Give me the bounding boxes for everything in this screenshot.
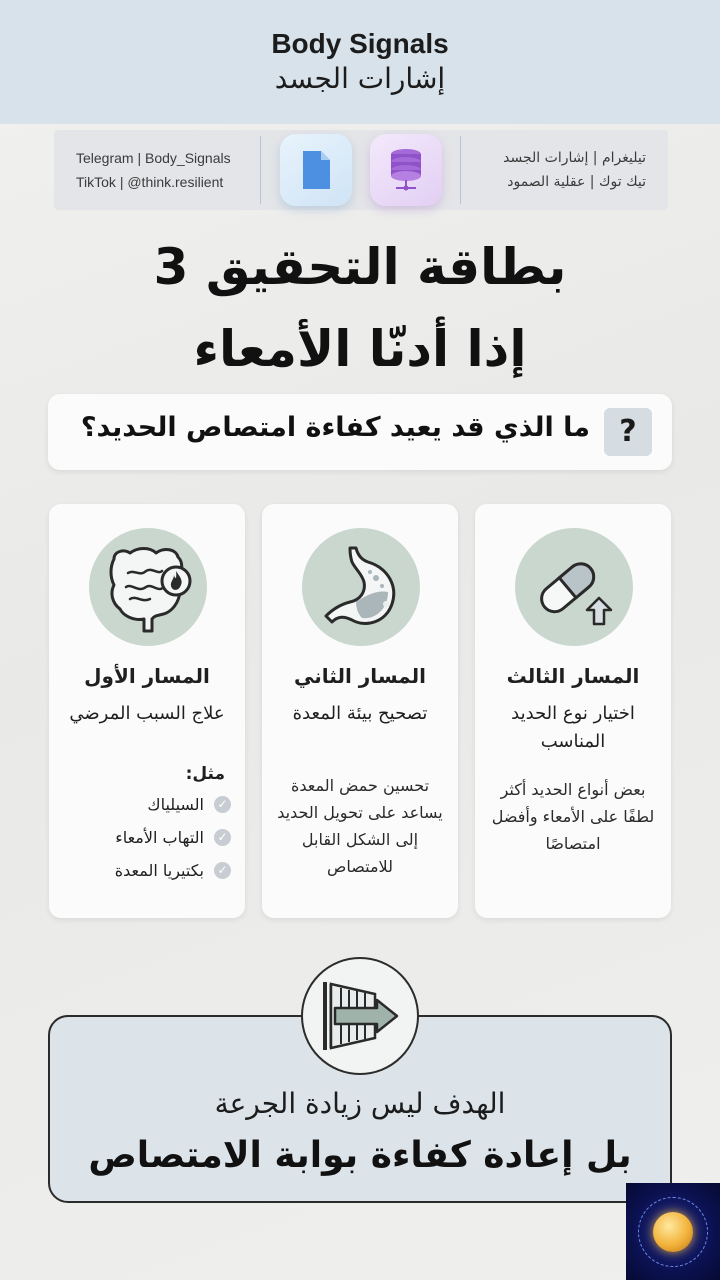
brand-title-en: Body Signals: [271, 28, 449, 59]
telegram-handle-ar[interactable]: تيليغرام | إشارات الجسد: [503, 150, 646, 166]
tiktok-handle[interactable]: TikTok | @think.resilient: [76, 174, 224, 190]
social-handles-en: [76, 146, 231, 194]
card-description: تحسين حمض المعدة يساعد على تحويل الحديد إلى الشكل القابل للامتصاص: [277, 776, 443, 876]
list-item: [63, 821, 231, 854]
list-item: [63, 788, 231, 821]
check-icon: ✓: [214, 829, 231, 846]
capsule-arrow-up-icon: [515, 528, 633, 646]
examples-list: [63, 764, 231, 887]
card-path-1: [49, 504, 245, 918]
tiktok-handle-ar[interactable]: تيك توك | عقلية الصمود: [507, 174, 646, 190]
card-title: المسار الثاني: [294, 664, 426, 688]
card-description: بعض أنواع الحديد أكثر لطفًا على الأمعاء وأفضل امتصاصًا: [491, 780, 655, 853]
social-bar: [54, 130, 668, 210]
card-path-2: [262, 504, 458, 918]
stomach-icon: [302, 528, 420, 646]
gate-arrow-icon: [301, 957, 419, 1075]
telegram-handle[interactable]: Telegram | Body_Signals: [76, 150, 231, 166]
check-icon: ✓: [214, 862, 231, 879]
page-title: [0, 226, 720, 390]
question-box: [48, 394, 672, 470]
golden-orb-icon: [653, 1212, 693, 1252]
social-handles-ar: [503, 146, 646, 194]
question-mark-icon: ?: [604, 408, 652, 456]
brand-title-ar: إشارات الجسد: [274, 62, 446, 95]
header-banner: [0, 0, 720, 124]
card-path-3: [475, 504, 671, 918]
example-text: السيلياك: [147, 795, 204, 814]
goal-line-2: بل إعادة كفاءة بوابة الامتصاص: [88, 1135, 632, 1176]
database-icon: [370, 134, 442, 206]
goal-line-1: الهدف ليس زيادة الجرعة: [214, 1087, 506, 1120]
card-subtitle: علاج السبب المرضي: [69, 703, 225, 724]
document-icon: [280, 134, 352, 206]
card-subtitle: تصحيح بيئة المعدة: [292, 703, 428, 724]
question-text: ما الذي قد يعيد كفاءة امتصاص الحديد؟: [80, 412, 590, 443]
card-title: المسار الأول: [84, 664, 210, 688]
examples-label: مثل:: [185, 764, 225, 784]
intestine-flame-icon: [89, 528, 207, 646]
divider: [460, 136, 461, 204]
example-text: بكتيريا المعدة: [114, 861, 204, 880]
list-item: [63, 854, 231, 887]
title-line-2: إذا أدنّا الأمعاء: [193, 320, 527, 378]
card-title: المسار الثالث: [506, 664, 640, 688]
example-text: التهاب الأمعاء: [115, 828, 204, 847]
check-icon: ✓: [214, 796, 231, 813]
divider: [260, 136, 261, 204]
card-subtitle: اختيار نوع الحديد المناسب: [511, 703, 635, 752]
corner-emblem: [626, 1183, 720, 1280]
title-line-1: بطاقة التحقيق 3: [153, 238, 567, 296]
